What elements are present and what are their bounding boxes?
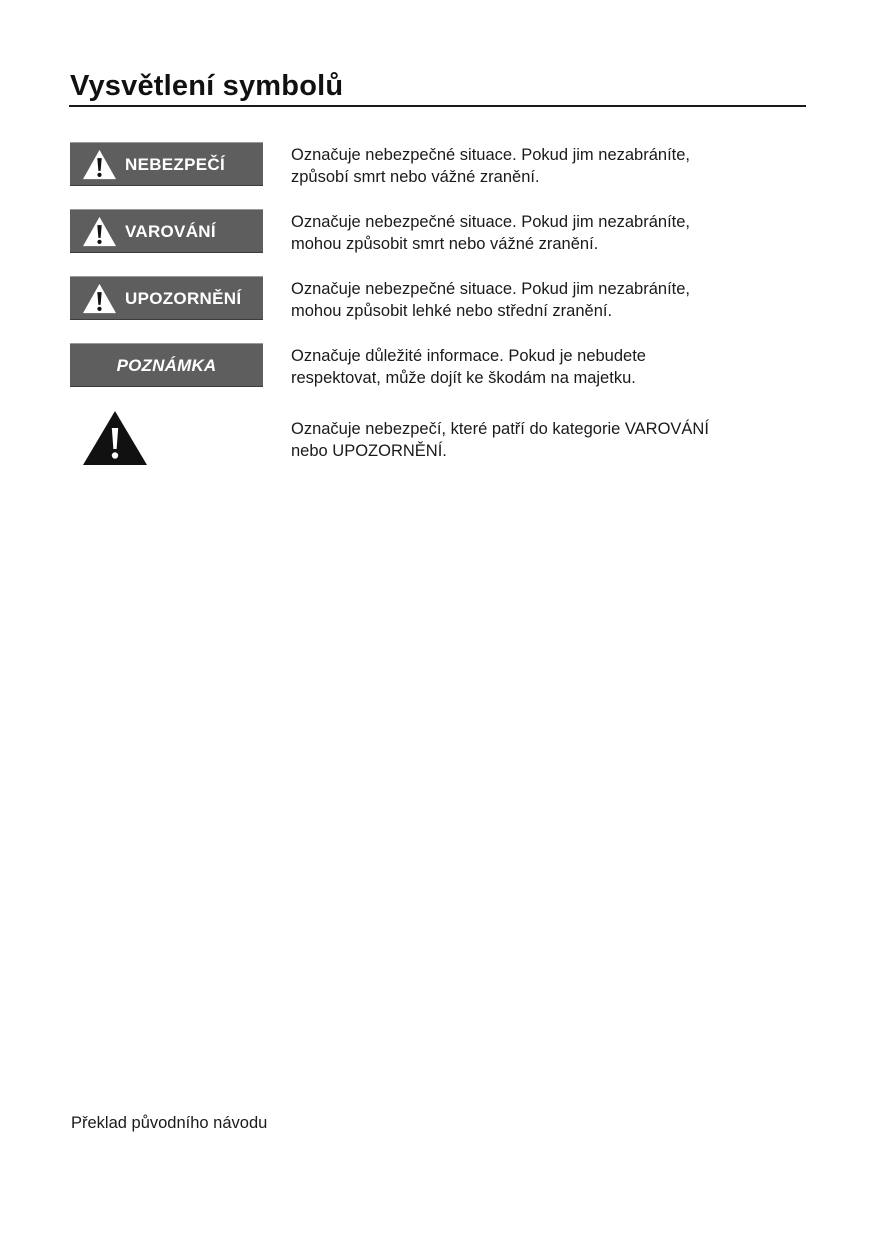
- danger-label: NEBEZPEČÍ: [125, 155, 225, 174]
- caution-description: [291, 278, 791, 322]
- description-line: Označuje nebezpečné situace. Pokud jim nezabráníte,: [291, 213, 690, 231]
- description-line: mohou způsobit smrt nebo vážné zranění.: [291, 235, 599, 253]
- hazard-triangle-description: [291, 418, 791, 462]
- warning-triangle-icon: [81, 148, 118, 181]
- page-title: Vysvětlení symbolů: [70, 70, 344, 102]
- warning-triangle-icon: [81, 215, 118, 248]
- note-label: POZNÁMKA: [116, 356, 217, 375]
- description-line: Označuje nebezpečné situace. Pokud jim nezabráníte,: [291, 280, 690, 298]
- note-badge: [70, 343, 263, 387]
- warning-label: VAROVÁNÍ: [125, 222, 216, 241]
- warning-triangle-icon: [81, 282, 118, 315]
- symbol-row-danger: [70, 142, 790, 188]
- caution-label: UPOZORNĚNÍ: [125, 289, 242, 308]
- symbol-row-hazard-triangle: [70, 416, 790, 462]
- symbol-row-note: [70, 343, 790, 389]
- description-line: mohou způsobit lehké nebo střední zranění.: [291, 302, 613, 320]
- description-line: Označuje nebezpečné situace. Pokud jim nezabráníte,: [291, 146, 690, 164]
- title-divider: [69, 105, 806, 107]
- footer-translation-note: Překlad původního návodu: [71, 1114, 268, 1132]
- description-line: Označuje nebezpečí, které patří do kategorie VAROVÁNÍ: [291, 420, 709, 438]
- description-line: nebo UPOZORNĚNÍ.: [291, 442, 447, 460]
- danger-description: [291, 144, 791, 188]
- description-line: Označuje důležité informace. Pokud je nebudete: [291, 347, 646, 365]
- danger-badge: [70, 142, 263, 186]
- description-line: způsobí smrt nebo vážné zranění.: [291, 168, 540, 186]
- warning-badge: [70, 209, 263, 253]
- warning-description: [291, 211, 791, 255]
- description-line: respektovat, může dojít ke škodám na majetku.: [291, 369, 636, 387]
- symbol-row-warning: [70, 209, 790, 255]
- note-description: [291, 345, 791, 389]
- symbol-row-caution: [70, 276, 790, 322]
- caution-badge: [70, 276, 263, 320]
